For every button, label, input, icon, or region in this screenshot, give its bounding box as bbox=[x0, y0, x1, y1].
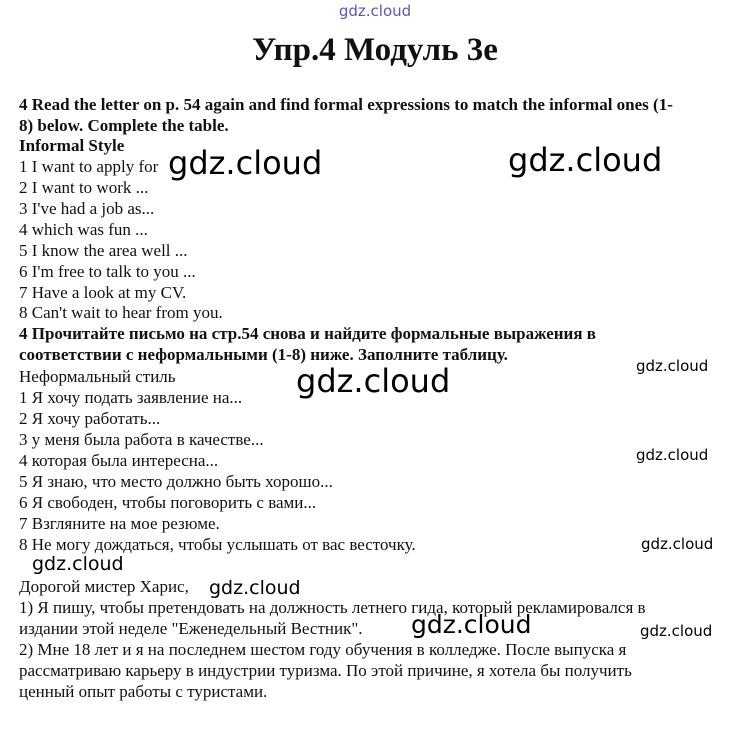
letter-greeting: Дорогой мистер Харис, bbox=[19, 577, 189, 596]
watermark-big-3: gdz.cloud bbox=[296, 362, 451, 400]
ru-item-1: 1 Я хочу подать заявление на... bbox=[19, 388, 243, 407]
ru-item-6: 6 Я свободен, чтобы поговорить с вами... bbox=[19, 493, 317, 512]
letter-line-5: ценный опыт работы с туристами. bbox=[19, 682, 268, 701]
ru-item-7: 7 Взгляните на мое резюме. bbox=[19, 514, 220, 533]
neformal-style-heading: Неформальный стиль bbox=[19, 367, 176, 386]
ru-item-3: 3 у меня была работа в качестве... bbox=[19, 430, 264, 449]
watermark-big-1: gdz.cloud bbox=[168, 144, 323, 182]
watermark-small-1: gdz.cloud bbox=[636, 357, 709, 375]
task-ru-line-1: 4 Прочитайте письмо на стр.54 снова и найдите формальные выражения в bbox=[19, 324, 596, 343]
en-item-1: 1 I want to apply for bbox=[19, 157, 159, 176]
en-item-2: 2 I want to work ... bbox=[19, 178, 149, 197]
watermark-big-2: gdz.cloud bbox=[508, 141, 663, 179]
watermark-small-3: gdz.cloud bbox=[641, 535, 714, 553]
en-item-7: 7 Have a look at my CV. bbox=[19, 283, 187, 302]
ru-item-2: 2 Я хочу работать... bbox=[19, 409, 161, 428]
watermark-big-4: gdz.cloud bbox=[411, 610, 532, 639]
watermark-top: gdz.cloud bbox=[338, 2, 412, 20]
en-item-8: 8 Can't wait to hear from you. bbox=[19, 303, 223, 322]
watermark-small-2: gdz.cloud bbox=[636, 446, 709, 464]
ru-item-5: 5 Я знаю, что место должно быть хорошо... bbox=[19, 472, 333, 491]
page-title: Упр.4 Модуль 3e bbox=[252, 32, 498, 68]
watermark-mid-2: gdz.cloud bbox=[209, 577, 301, 599]
letter-line-2: издании этой неделе "Еженедельный Вестник". bbox=[19, 619, 363, 638]
letter-line-1: 1) Я пишу, чтобы претендовать на должность летнего гида, который рекламировался в bbox=[19, 598, 646, 617]
letter-line-4: рассматриваю карьеру в индустрии туризма. По этой причине, я хотела бы получить bbox=[19, 661, 632, 680]
informal-style-heading: Informal Style bbox=[19, 136, 125, 155]
en-item-5: 5 I know the area well ... bbox=[19, 241, 188, 260]
letter-line-3: 2) Мне 18 лет и я на последнем шестом году обучения в колледже. После выпуска я bbox=[19, 640, 627, 659]
ru-item-4: 4 которая была интересна... bbox=[19, 451, 219, 470]
ru-item-8: 8 Не могу дождаться, чтобы услышать от вас весточку. bbox=[19, 535, 416, 554]
task-en-line-2: 8) below. Complete the table. bbox=[19, 116, 229, 135]
task-ru-line-2: соответствии с неформальными (1-8) ниже. Заполните таблицу. bbox=[19, 345, 508, 364]
en-item-4: 4 which was fun ... bbox=[19, 220, 148, 239]
task-en-line-1: 4 Read the letter on p. 54 again and find formal expressions to match the informal ones (1- bbox=[19, 95, 673, 114]
watermark-small-4: gdz.cloud bbox=[640, 622, 713, 640]
en-item-3: 3 I've had a job as... bbox=[19, 199, 155, 218]
en-item-6: 6 I'm free to talk to you ... bbox=[19, 262, 196, 281]
watermark-mid-1: gdz.cloud bbox=[32, 553, 124, 575]
